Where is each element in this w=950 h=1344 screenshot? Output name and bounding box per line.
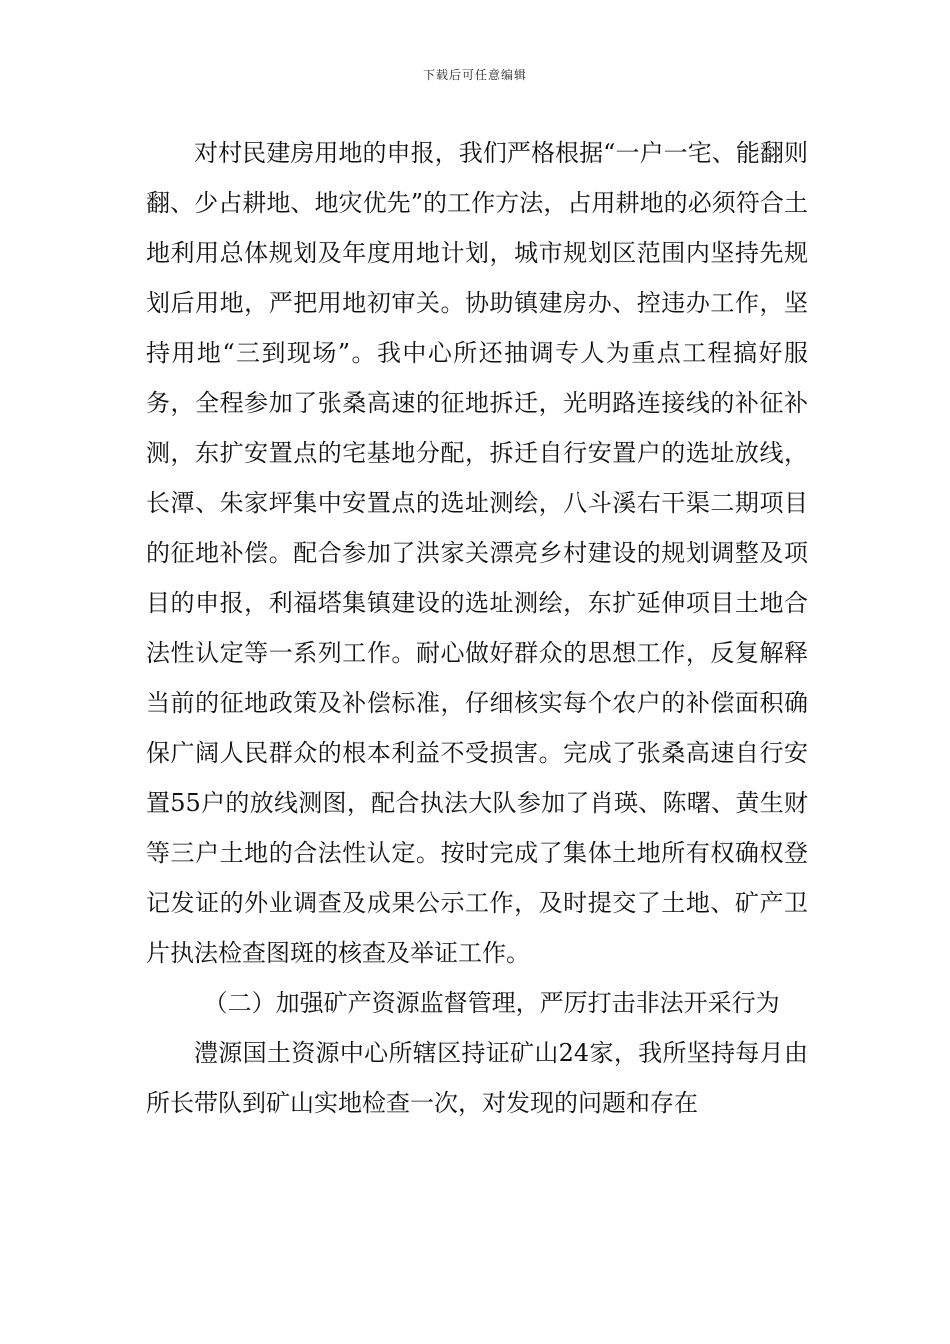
document-body <box>146 128 808 1128</box>
paragraph-mines: 澧源国土资源中心所辖区持证矿山24家，我所坚持每月由所长带队到矿山实地检查一次，对发现的问题和存在 <box>146 1039 808 1117</box>
page-header: 下载后可任意编辑 <box>422 68 527 82</box>
paragraph-land-use: 对村民建房用地的申报，我们严格根据“一户一宅、能翻则翻、少占耕地、地灾优先”的工作方法，占用耕地的必须符合土地利用总体规划及年度用地计划，城市规划区范围内坚持先规划后用地，严把用地初审关。协助镇建房办、控违办工作，坚持用地“三到现场”。我中心所还抽调专人为重点工程搞好服务，全程参加了张桑高速的征地拆迁，光明路连接线的补征补测，东扩安置点的宅基地分配，拆迁自行安置户的选址放线，长潭、朱家坪集中安置点的选址测绘，八斗溪右干渠二期项目的征地补偿。配合参加了洪家关漂亮乡村建设的规划调整及项目的申报，利福塔集镇建设的选址测绘，东扩延伸项目土地合法性认定等一系列工作。耐心做好群众的思想工作，反复解释当前的征地政策及补偿标准，仔细核实每个农户的补偿面积确保广阔人民群众的根本利益不受损害。完成了张桑高速自行安置55户的放线测图，配合执法大队参加了肖瑛、陈曙、黄生财等三户土地的合法性认定。按时完成了集体土地所有权确权登记发证的外业调查及成果公示工作，及时提交了土地、矿产卫片执法检查图斑的核查及举证工作。 <box>146 139 808 967</box>
section-heading-mineral: （二）加强矿产资源监督管理，严厉打击非法开采行为 <box>203 989 780 1017</box>
